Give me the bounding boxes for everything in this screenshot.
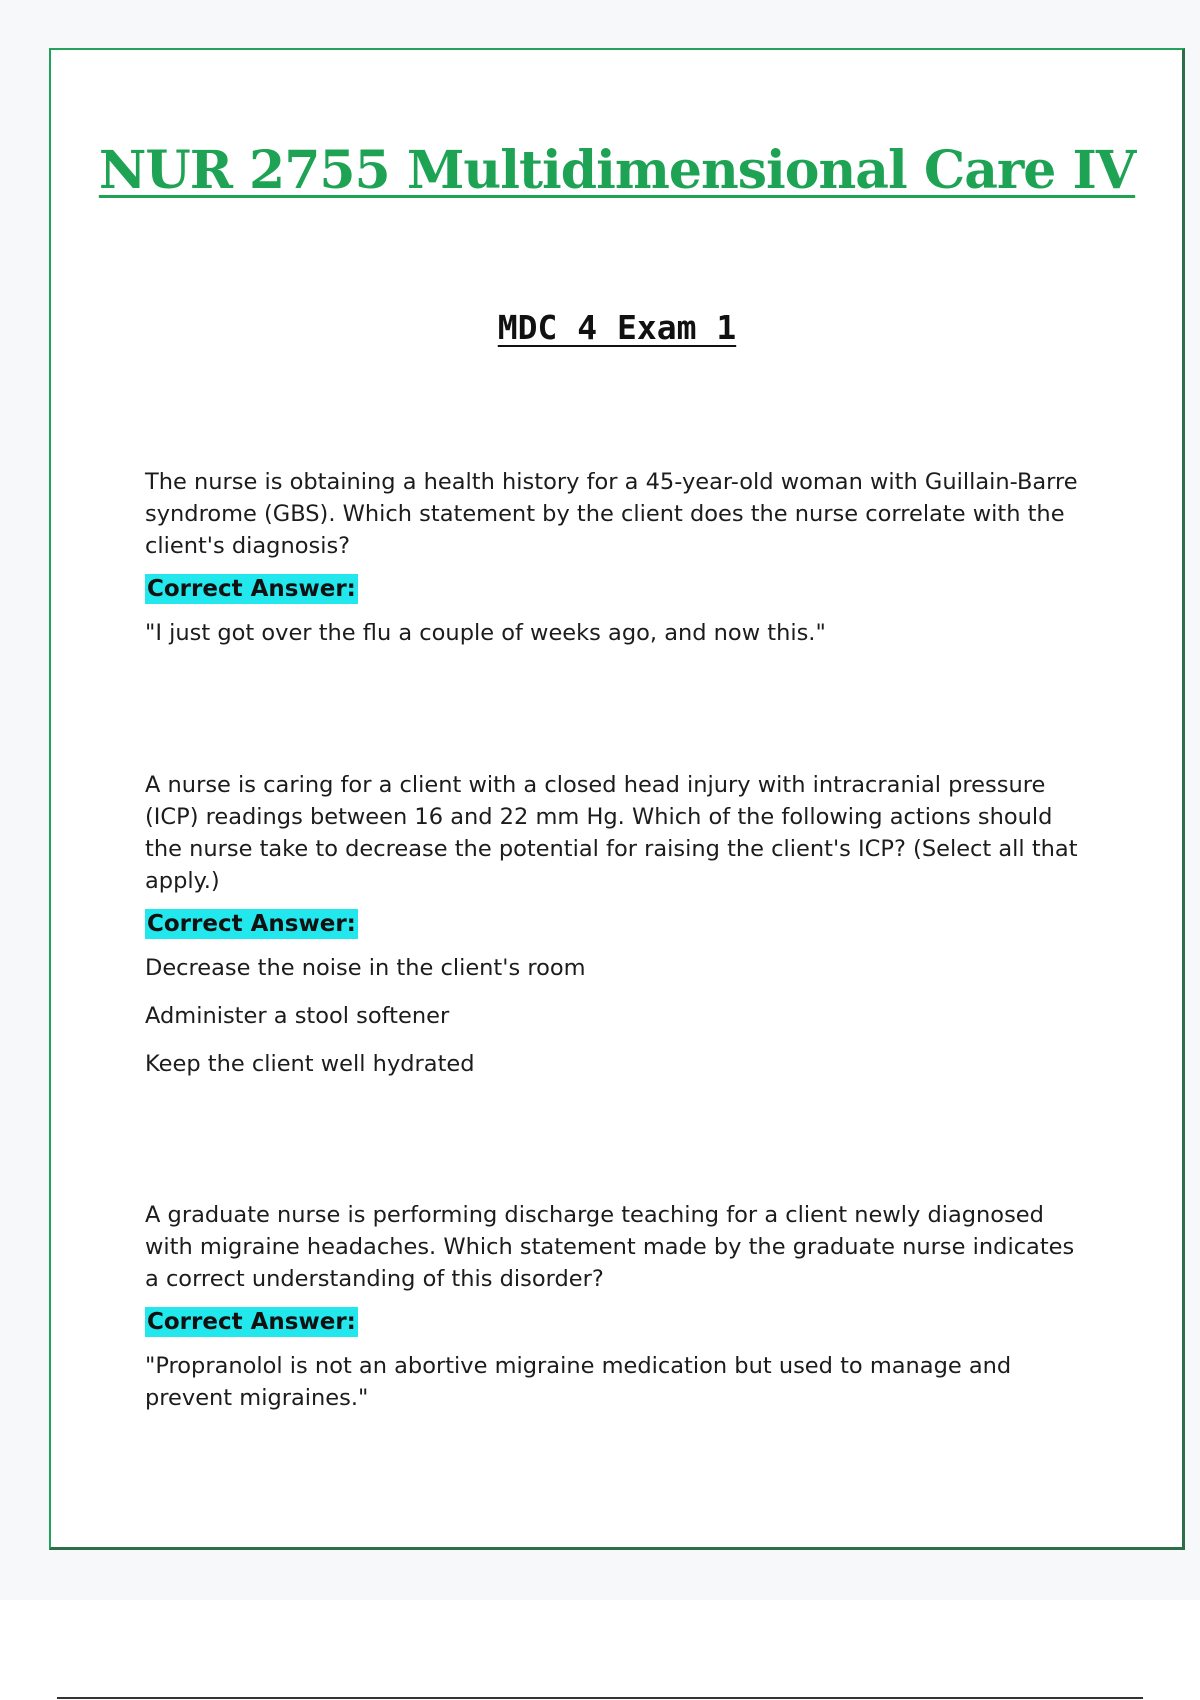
question-block-3 (145, 1199, 1095, 1414)
document-subtitle: MDC 4 Exam 1 (497, 308, 737, 347)
footer-divider (57, 1697, 1143, 1699)
answer-text: Decrease the noise in the client's room (145, 955, 586, 981)
document-title: NUR 2755 Multidimensional Care IV (98, 140, 1136, 201)
answer-text: Keep the client well hydrated (145, 1051, 475, 1077)
question-block-1 (145, 466, 1095, 649)
question-text: The nurse is obtaining a health history for a 45-year-old woman with Guillain-Barre syndrome (GBS). Which statement by the client does the nurse correlate with the client's diagnosis? (145, 469, 1078, 559)
answer-text: "Propranolol is not an abortive migraine medication but used to manage and prevent migraines." (145, 1353, 1012, 1411)
correct-answer-label: Correct Answer: (147, 911, 356, 937)
question-text: A nurse is caring for a client with a closed head injury with intracranial pressure (ICP) readings between 16 and 22 mm Hg. Which of the following actions should the nurse take to decrease the potential for raising the client's ICP? (Select all that apply.) (145, 772, 1078, 894)
correct-answer-label: Correct Answer: (147, 1309, 356, 1335)
answer-text: Administer a stool softener (145, 1003, 450, 1029)
correct-answer-label: Correct Answer: (147, 576, 356, 602)
answer-text: "I just got over the flu a couple of weeks ago, and now this." (145, 620, 826, 646)
question-text: A graduate nurse is performing discharge teaching for a client newly diagnosed with migraine headaches. Which statement made by the graduate nurse indicates a correct understanding of this disorder? (145, 1202, 1075, 1292)
question-block-2 (145, 769, 1095, 1080)
